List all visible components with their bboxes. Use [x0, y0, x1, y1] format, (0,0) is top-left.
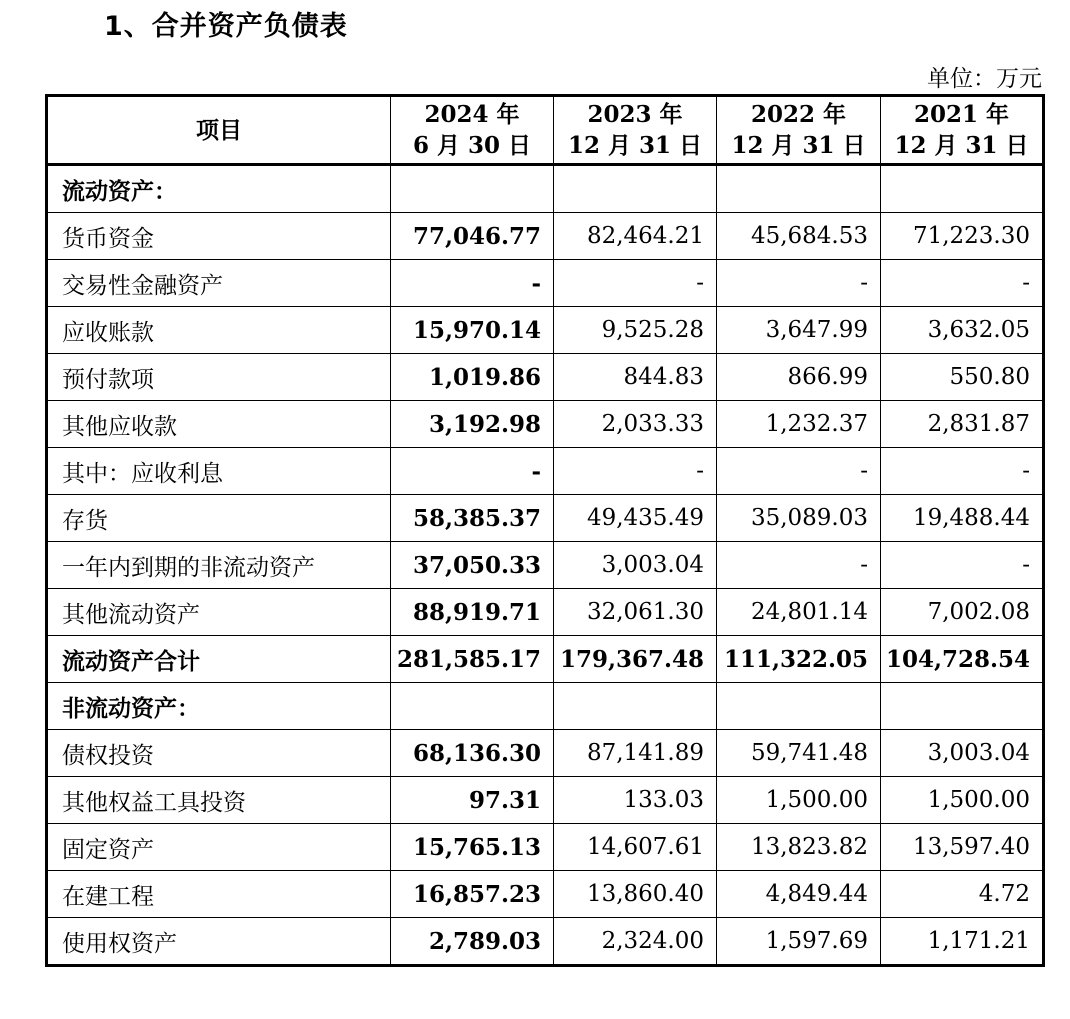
row-label: 债权投资	[47, 730, 391, 777]
cell-value: 97.31	[391, 777, 554, 824]
table-row	[47, 401, 1044, 448]
cell-value: -	[717, 448, 881, 495]
header-2021-12-31	[881, 96, 1044, 165]
cell-value: -	[717, 260, 881, 307]
cell-value: 4.72	[881, 871, 1044, 918]
unit-label: 单位：万元	[927, 66, 1042, 92]
cell-value: -	[391, 260, 554, 307]
cell-value	[717, 683, 881, 730]
table-row	[47, 542, 1044, 589]
row-label: 流动资产：	[47, 165, 391, 213]
table-row	[47, 589, 1044, 636]
cell-value: 111,322.05	[717, 636, 881, 683]
cell-value	[391, 683, 554, 730]
cell-value: 13,860.40	[554, 871, 717, 918]
page-title: 1、合并资产负债表	[104, 11, 348, 42]
cell-value: 59,741.48	[717, 730, 881, 777]
cell-value: 281,585.17	[391, 636, 554, 683]
table-row	[47, 448, 1044, 495]
header-2023-12-31	[554, 96, 717, 165]
cell-value: 68,136.30	[391, 730, 554, 777]
cell-value: 24,801.14	[717, 589, 881, 636]
table-row	[47, 777, 1044, 824]
cell-value: 1,597.69	[717, 918, 881, 966]
cell-value: 2,033.33	[554, 401, 717, 448]
cell-value: 3,003.04	[554, 542, 717, 589]
cell-value	[554, 683, 717, 730]
cell-value	[391, 165, 554, 213]
row-label: 非流动资产：	[47, 683, 391, 730]
cell-value: 1,500.00	[881, 777, 1044, 824]
table-row	[47, 165, 1044, 213]
row-label: 在建工程	[47, 871, 391, 918]
cell-value: 3,632.05	[881, 307, 1044, 354]
cell-value: 13,597.40	[881, 824, 1044, 871]
cell-value: 4,849.44	[717, 871, 881, 918]
table-row	[47, 683, 1044, 730]
cell-value: -	[391, 448, 554, 495]
cell-value: 1,171.21	[881, 918, 1044, 966]
row-label: 其他权益工具投资	[47, 777, 391, 824]
cell-value: 3,192.98	[391, 401, 554, 448]
cell-value: 87,141.89	[554, 730, 717, 777]
cell-value: 16,857.23	[391, 871, 554, 918]
table-row	[47, 824, 1044, 871]
row-label: 固定资产	[47, 824, 391, 871]
cell-value: -	[881, 448, 1044, 495]
cell-value: -	[554, 448, 717, 495]
table-row	[47, 918, 1044, 966]
cell-value: 13,823.82	[717, 824, 881, 871]
cell-value: 19,488.44	[881, 495, 1044, 542]
cell-value: 1,232.37	[717, 401, 881, 448]
cell-value: 7,002.08	[881, 589, 1044, 636]
cell-value: -	[881, 542, 1044, 589]
header-date: 12 月 31 日	[567, 132, 703, 159]
table-row	[47, 213, 1044, 260]
header-2022-12-31	[717, 96, 881, 165]
cell-value: 1,500.00	[717, 777, 881, 824]
table-row	[47, 730, 1044, 777]
row-label: 其他应收款	[47, 401, 391, 448]
cell-value: 77,046.77	[391, 213, 554, 260]
cell-value: 45,684.53	[717, 213, 881, 260]
cell-value: 88,919.71	[391, 589, 554, 636]
header-item-label: 项目	[196, 116, 242, 144]
row-label: 交易性金融资产	[47, 260, 391, 307]
table-header-row	[47, 96, 1044, 165]
cell-value: 844.83	[554, 354, 717, 401]
cell-value	[717, 165, 881, 213]
cell-value: 133.03	[554, 777, 717, 824]
cell-value: 104,728.54	[881, 636, 1044, 683]
table-body	[47, 165, 1044, 966]
header-year: 2024 年	[424, 101, 520, 128]
cell-value: 550.80	[881, 354, 1044, 401]
cell-value	[554, 165, 717, 213]
cell-value	[881, 683, 1044, 730]
cell-value: -	[881, 260, 1044, 307]
header-2024-06-30	[391, 96, 554, 165]
cell-value: -	[554, 260, 717, 307]
cell-value: 2,789.03	[391, 918, 554, 966]
header-year: 2022 年	[750, 101, 847, 128]
row-label: 使用权资产	[47, 918, 391, 966]
header-year: 2021 年	[913, 101, 1010, 128]
header-date: 6 月 30 日	[412, 132, 532, 159]
cell-value	[881, 165, 1044, 213]
cell-value: 15,970.14	[391, 307, 554, 354]
row-label: 流动资产合计	[47, 636, 391, 683]
row-label: 一年内到期的非流动资产	[47, 542, 391, 589]
header-date: 12 月 31 日	[731, 132, 866, 159]
header-item	[47, 96, 391, 165]
cell-value: -	[717, 542, 881, 589]
row-label: 货币资金	[47, 213, 391, 260]
table-row	[47, 307, 1044, 354]
cell-value: 2,831.87	[881, 401, 1044, 448]
table-row	[47, 871, 1044, 918]
cell-value: 14,607.61	[554, 824, 717, 871]
cell-value: 3,647.99	[717, 307, 881, 354]
table-row	[47, 354, 1044, 401]
cell-value: 1,019.86	[391, 354, 554, 401]
cell-value: 32,061.30	[554, 589, 717, 636]
row-label: 其中：应收利息	[47, 448, 391, 495]
table-row	[47, 636, 1044, 683]
table-row	[47, 260, 1044, 307]
row-label: 预付款项	[47, 354, 391, 401]
cell-value: 3,003.04	[881, 730, 1044, 777]
cell-value: 15,765.13	[391, 824, 554, 871]
row-label: 其他流动资产	[47, 589, 391, 636]
cell-value: 49,435.49	[554, 495, 717, 542]
cell-value: 2,324.00	[554, 918, 717, 966]
cell-value: 37,050.33	[391, 542, 554, 589]
table-row	[47, 495, 1044, 542]
cell-value: 179,367.48	[554, 636, 717, 683]
row-label: 应收账款	[47, 307, 391, 354]
cell-value: 866.99	[717, 354, 881, 401]
cell-value: 58,385.37	[391, 495, 554, 542]
cell-value: 35,089.03	[717, 495, 881, 542]
row-label: 存货	[47, 495, 391, 542]
cell-value: 82,464.21	[554, 213, 717, 260]
header-year: 2023 年	[587, 101, 683, 128]
balance-sheet-table	[45, 94, 1045, 967]
cell-value: 71,223.30	[881, 213, 1044, 260]
header-date: 12 月 31 日	[894, 132, 1029, 159]
cell-value: 9,525.28	[554, 307, 717, 354]
